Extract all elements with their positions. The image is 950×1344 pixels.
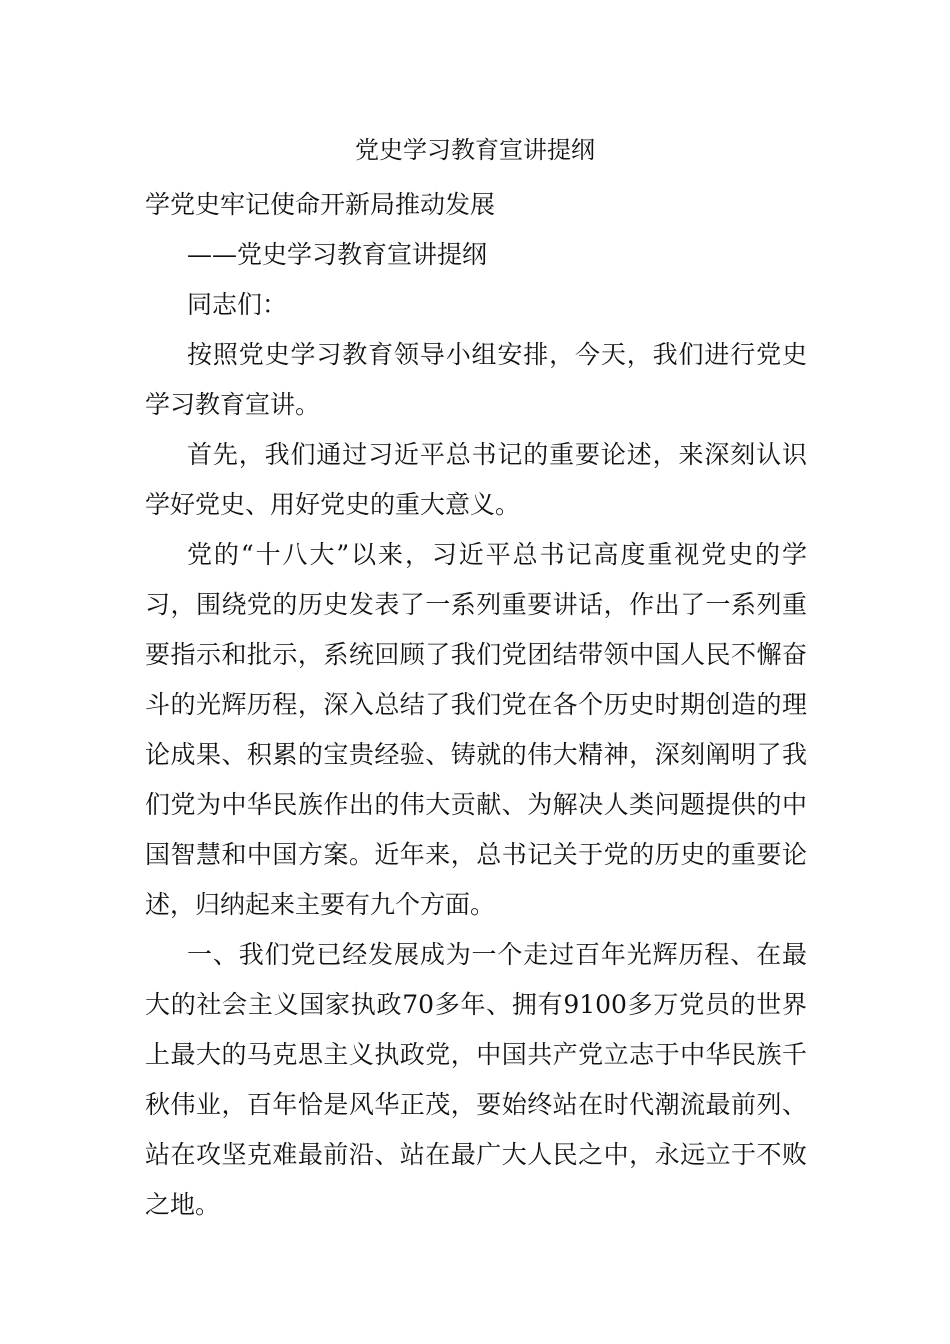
paragraph-1: 按照党史学习教育领导小组安排，今天，我们进行党史学习教育宣讲。: [145, 340, 807, 419]
paragraph-4: 一、我们党已经发展成为一个走过百年光辉历程、在最大的社会主义国家执政70多年、拥有9100多万党员的世界上最大的马克思主义执政党，中国共产党立志于中华民族千秋伟业，百年恰是风华正茂，要始终站在时代潮流最前列、站在攻坚克难最前沿、站在最广大人民之中，永远立于不败之地。: [145, 940, 807, 1219]
paragraph-3: 党的“十八大”以来，习近平总书记高度重视党史的学习，围绕党的历史发表了一系列重要讲话，作出了一系列重要指示和批示，系统回顾了我们党团结带领中国人民不懈奋斗的光辉历程，深入总结了我们党在各个历史时期创造的理论成果、积累的宝贵经验、铸就的伟大精神，深刻阐明了我们党为中华民族作出的伟大贡献、为解决人类问题提供的中国智慧和中国方案。近年来，总书记关于党的历史的重要论述，归纳起来主要有九个方面。: [145, 540, 807, 919]
document-title: 党史学习教育宣讲提纲: [355, 136, 595, 164]
document-subheading: ——党史学习教育宣讲提纲: [187, 240, 488, 269]
document-heading: 学党史牢记使命开新局推动发展: [145, 190, 496, 219]
paragraph-2: 首先，我们通过习近平总书记的重要论述，来深刻认识学好党史、用好党史的重大意义。: [145, 440, 807, 519]
salutation: 同志们：: [187, 290, 288, 319]
document-body: [145, 180, 807, 1230]
